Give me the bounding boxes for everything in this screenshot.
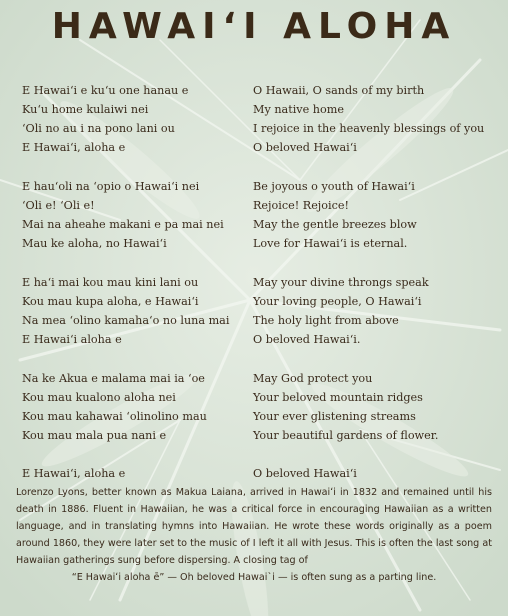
lyric-line: ʻOli e! ʻOli e!: [22, 199, 95, 212]
hawaiian-stanza-3: [22, 273, 272, 349]
lyric-line: Kou mau mala pua nani e: [22, 429, 167, 442]
translation-line: O beloved Hawaiʻi: [253, 141, 357, 154]
translation-line: Your ever glistening streams: [253, 410, 416, 423]
translation-line: May God protect you: [253, 372, 373, 385]
translation-line: May the gentle breezes blow: [253, 218, 417, 231]
hawaiian-closing: [22, 464, 272, 483]
hawaiian-lyrics: [22, 81, 272, 503]
lyric-line: Kou mau kupa aloha, e Hawaiʻi: [22, 295, 199, 308]
translation-line: Your beautiful gardens of flower.: [253, 429, 439, 442]
english-translation: [253, 81, 503, 503]
hawaiian-stanza-1: [22, 81, 272, 157]
note-body: Lorenzo Lyons, better known as Makua Laiana, arrived in Hawaiʻi in 1832 and remained until his death in 1886. Fluent in Hawaiian, he was a critical force in encouraging Hawaiian as a written language, and in translating hymns into Hawaiian. He wrote these words originally as a poem around 1860, they were later set to the music of I left it all with Jesus. This is often the last song at Hawaiian gatherings sung before dispersing. A closing tag of: [16, 487, 492, 566]
lyric-line: Na ke Akua e malama mai ia ʻoe: [22, 372, 205, 385]
english-stanza-4: [253, 369, 503, 445]
translation-line: O Hawaii, O sands of my birth: [253, 84, 425, 97]
lyric-line: E Hawaiʻi e kuʻu one hanau e: [22, 84, 189, 97]
lyric-line: E Hawaiʻi aloha e: [22, 333, 122, 346]
lyric-line: Kou mau kualono aloha nei: [22, 391, 176, 404]
lyric-line: ʻOli no au i na pono lani ou: [22, 122, 175, 135]
translation-line: Love for Hawaiʻi is eternal.: [253, 237, 408, 250]
english-closing: [253, 464, 503, 483]
lyric-line: Kuʻu home kulaiwi nei: [22, 103, 149, 116]
page-title: HAWAIʻI ALOHA: [51, 6, 457, 47]
lyric-line: Mau ke aloha, no Hawaiʻi: [22, 237, 167, 250]
lyric-line: Na mea ʻolino kamahaʻo no luna mai: [22, 314, 230, 327]
lyric-line: E Hawaiʻi, aloha e: [22, 467, 126, 480]
translation-line: Your beloved mountain ridges: [253, 391, 423, 404]
translation-line: May your divine throngs speak: [253, 276, 429, 289]
hawaiian-stanza-2: [22, 177, 272, 253]
lyric-line: E Hawaiʻi, aloha e: [22, 141, 126, 154]
translation-line: The holy light from above: [253, 314, 399, 327]
translation-line: Rejoice! Rejoice!: [253, 199, 349, 212]
translation-line: I rejoice in the heavenly blessings of you: [253, 122, 485, 135]
translation-line: O beloved Hawaiʻi.: [253, 333, 361, 346]
translation-line: Be joyous o youth of Hawaiʻi: [253, 180, 415, 193]
english-stanza-1: [253, 81, 503, 157]
lyric-line: Mai na aheahe makani e pa mai nei: [22, 218, 224, 231]
lyric-line: E hauʻoli na ʻopio o Hawaiʻi nei: [22, 180, 200, 193]
hawaiian-stanza-4: [22, 369, 272, 445]
lyric-line: E haʻi mai kou mau kini lani ou: [22, 276, 199, 289]
translation-line: My native home: [253, 103, 344, 116]
note-closing-line: “E Hawaiʻi aloha ē” — Oh beloved Hawaiˋi — is often sung as a parting line.: [71, 571, 437, 583]
historical-note: [16, 485, 492, 586]
translation-line: O beloved Hawaiʻi: [253, 467, 357, 480]
lyric-line: Kou mau kahawai ʻolinolino mau: [22, 410, 207, 423]
english-stanza-3: [253, 273, 503, 349]
translation-line: Your loving people, O Hawaiʻi: [253, 295, 422, 308]
english-stanza-2: [253, 177, 503, 253]
